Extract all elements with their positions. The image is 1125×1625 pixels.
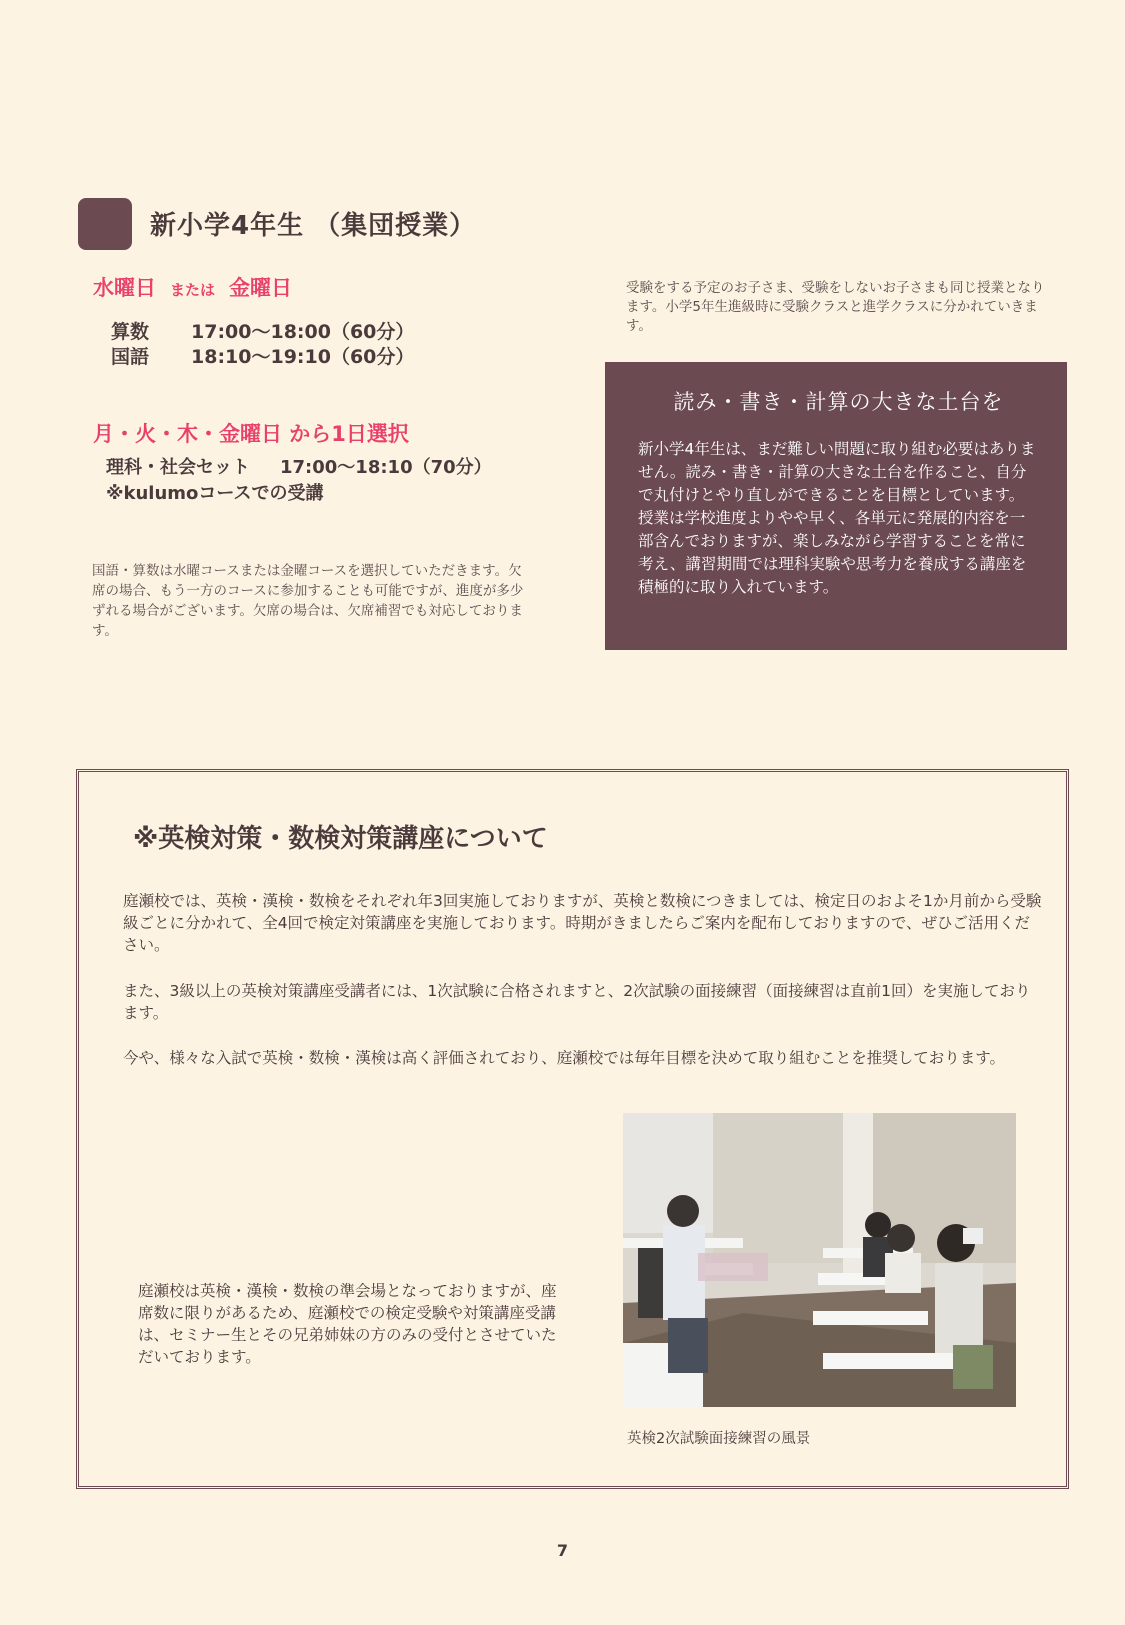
section-title: 新小学4年生 （集団授業） [150,211,477,241]
feature-box [605,362,1067,650]
science-label: 理科・社会セット [106,457,250,478]
page-number: 7 [556,1541,569,1560]
eiken-title: ※英検対策・数検対策講座について [133,824,548,854]
schedule-row-japanese [111,342,414,369]
science-time: 17:00〜18:10（70分） [280,457,492,478]
subject-time: 17:00〜18:00（60分） [191,321,415,343]
subject-time: 18:10〜19:10（60分） [191,346,415,368]
day-friday: 金曜日 [229,276,293,300]
subject-label: 国語 [111,346,150,368]
eiken-paragraph-1: 庭瀬校では、英検・漢検・数検をそれぞれ年3回実施しておりますが、英検と数検につきましては、検定日のおよそ1か月前から受験級ごとに分かれて、全4回で検定対策講座を実施しております。時期がきましたらご案内を配布しておりますので、ぜひご活用ください。 [123,892,1042,954]
class-note: 受験をする予定のお子さま、受験をしないお子さまも同じ授業となります。小学5年生進級時に受験クラスと進学クラスに分かれていきます。 [626,280,1045,334]
day-wednesday: 水曜日 [93,276,156,300]
schedule-row-math [111,317,414,344]
kulumo-note: ※kulumoコースでの受講 [106,483,324,504]
science-social-row [106,453,492,479]
eiken-paragraph-3: 今や、様々な入試で英検・数検・漢検は高く評価されており、庭瀬校では毎年目標を決めて取り組むことを推奨しております。 [123,1049,1005,1067]
subject-label: 算数 [111,321,150,343]
day-or: または [170,281,216,299]
feature-box-body: 新小学4年生は、まだ難しい問題に取り組む必要はありません。読み・書き・計算の大きな土台を作ること、自分で丸付けとやり直しができることを目標としています。授業は学校進度よりやや早く、各単元に発展的内容を一部含んでおりますが、楽しみながら学習することを常に考え、講習期間では理科実験や思考力を養成する講座を積極的に取り入れています。 [638,440,1036,596]
venue-note: 庭瀬校は英検・漢検・数検の準会場となっておりますが、座席数に限りがあるため、庭瀬校での検定受験や対策講座受講は、セミナー生とその兄弟姉妹の方のみの受付とさせていただいております。 [138,1282,557,1366]
interview-practice-photo [623,1113,1016,1407]
absence-note: 国語・算数は水曜コースまたは金曜コースを選択していただきます。欠席の場合、もう一方のコースに参加することも可能ですが、進度が多少ずれる場合がございます。欠席の場合は、欠席補習でも対応しております。 [92,563,524,639]
feature-box-title: 読み・書き・計算の大きな土台を [673,390,1004,414]
heading-marker [78,198,132,250]
photo-caption: 英検2次試験面接練習の風景 [627,1431,811,1447]
days-wed-fri [93,272,292,302]
photo-illustration [623,1113,1016,1407]
days-select-one: 月・火・木・金曜日 から1日選択 [93,422,409,446]
eiken-paragraph-2: また、3級以上の英検対策講座受講者には、1次試験に合格されますと、2次試験の面接練習（面接練習は直前1回）を実施しております。 [123,982,1031,1022]
